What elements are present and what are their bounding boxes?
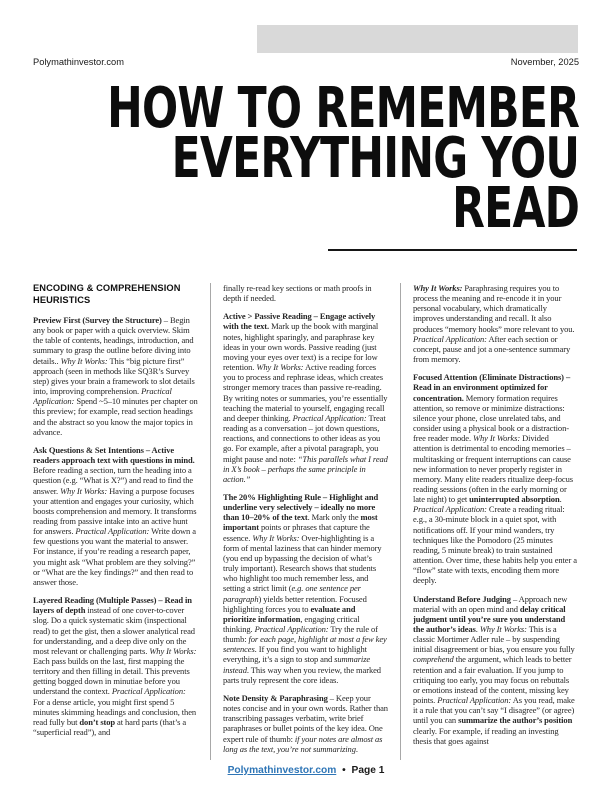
column-3 [413,283,578,760]
article-title [106,76,579,241]
paragraph: Ask Questions & Set Intentions – Active readers approach text with questions in mind. Before reading a section, turn the heading into a question (e.g. “What is X?”) and read to find the answer. Why It Works: Having a purpose focuses your attention and engages your curiosity, which boosts comprehension and memory. It transforms reading from passive intake into an active hunt for answers. Practical Application: Write down a few questions you want the material to answer. For instance, if you’re reading a research paper, you might ask “What problem are they solving?” or “What are the key findings?” and then read to answer those. [33,444,197,587]
title-line-3: READ [451,176,579,241]
paragraph: Understand Before Judging – Approach new material with an open mind and delay critical judgment until you’re sure you understand the author’s ideas. Why It Works: This is a classic Mortimer Adler rule – by suspending initial disagreement or bias, you ensure you fully comprehend the argument, which leads to better retention and a fair evaluation. If you jump to critiquing too early, you may focus on rebuttals or emotions instead of the content, missing key points. Practical Application: As you read, make it a rule that you can’t say “I disagree” (or agree) until you can summarize the author’s position clearly. For example, if reading an investing thesis that goes against [413,593,575,746]
footer-site-link[interactable]: Polymathinvestor.com [227,765,337,776]
column-2 [223,283,388,760]
paragraph: Layered Reading (Multiple Passes) – Read in layers of depth instead of one cover-to-cover slog. Do a quick systematic skim (inspectional read) to get the gist, then a slower analytical read for understanding, and a deep dive only on the most relevant or challenging parts. Why It Works: Each pass builds on the last, first mapping the territory and then filling in detail. This prevents getting bogged down in minutiae before you understand the context. Practical Application: For a dense article, you might first spend 5 minutes skimming headings and conclusion, then read fully but don’t stop at hard parts (that’s a “superficial read”), and [33,595,197,738]
masthead-placeholder-bar [257,25,578,53]
paragraph: Preview First (Survey the Structure) – Begin any book or paper with a quick overview. Skim the table of contents, headings, introduction, and summary to grasp the outline before diving into details.. Why It Works: This “big picture first” approach (seen in methods like SQ3R’s Survey step) gives your brain a framework to slot details into, improving comprehension. Practical Application: Spend ~5–10 minutes per chapter on this preview; for example, read section headings and the abstract so you know the major topics in advance. [33,315,198,437]
paragraph: The 20% Highlighting Rule – Highlight and underline very selectively – ideally no more than 10–20% of the text. Mark only the most important points or phrases that capture the essence. Why It Works: Over-highlighting is a form of mental laziness that can hinder memory (you end up bypassing the decision of what’s truly important). Research shows that students who highlight too much remember less, and setting a strict limit (e.g. one sentence per paragraph) yields better retention. Focused highlighting forces you to evaluate and prioritize information, engaging critical thinking. Practical Application: Try the rule of thumb: for each page, highlight at most a few key sentences. If you find you want to highlight everything, it’s a sign to stop and summarize instead. This way when you review, the marked parts truly represent the core ideas. [223,491,387,685]
bullet-separator: • [342,765,346,776]
section-heading: ENCODING & COMPREHENSION HEURISTICS [33,283,181,305]
title-line-1: HOW TO REMEMBER [106,76,579,141]
page-number: Page 1 [351,765,385,776]
paragraph: finally re-read key sections or math proofs in depth if needed. [223,283,372,304]
title-line-2: EVERYTHING YOU [171,126,579,191]
article-body [33,283,579,760]
title-underline-rule [328,249,577,251]
column-divider [210,283,211,760]
column-divider [400,283,401,760]
paragraph: Why It Works: Paraphrasing requires you to process the meaning and re-encode it in your personal vocabulary, which dramatically improves understanding and recall. It also produces “memory hooks” more relevant to you. Practical Application: After each section or concept, pause and jot a one-sentence summary from memory. [413,283,575,365]
header-issue-date: November, 2025 [510,57,579,67]
column-1 [33,283,198,760]
paragraph: Active > Passive Reading – Engage actively with the text. Mark up the book with marginal notes, highlight sparingly, and paraphrase key ideas in your own words. Passive reading (just moving your eyes over text) is a recipe for low retention. Why It Works: Active reading forces you to process and rephrase ideas, which creates stronger memory traces than passive re-reading. By writing notes or summaries, you’re essentially teaching the material to yourself, engaging recall and deeper thinking. Practical Application: Treat reading as a conversation – jot down questions, reactions, and connections to other ideas as you go. For example, after a pivotal paragraph, you might pause and note: “This parallels what I read in X’s book – perhaps the same principle in action.” [223,311,388,484]
header-site-url: Polymathinvestor.com [33,57,124,67]
page-footer [0,765,612,776]
paragraph: Note Density & Paraphrasing – Keep your notes concise and in your own words. Rather than transcribing passages verbatim, write brief paraphrases or bullet points of the key idea. One expert rule of thumb: if your notes are almost as long as the text, you’re not summarizing. [223,692,388,754]
paragraph: Focused Attention (Eliminate Distractions) – Read in an environment optimized for concentration. Memory formation requires attention, so remove or minimize distractions: silence your phone, close unrelated tabs, and consider using a physical book or a distraction-free reader mode. Why It Works: Divided attention is detrimental to encoding memories – multitasking or frequent interruptions can cause new information to never properly register in memory. Many elite readers ritualize deep-focus reading sessions (often in the early morning or late night) to get uninterrupted absorption. Practical Application: Create a reading ritual: e.g., a 30-minute block in a quiet spot, with notifications off. If your mind wanders, try techniques like the Pomodoro (25 minutes reading, 5 minute break) to train sustained attention. Over time, these habits help you enter a “flow” state with texts, encoding them more deeply. [413,372,577,586]
